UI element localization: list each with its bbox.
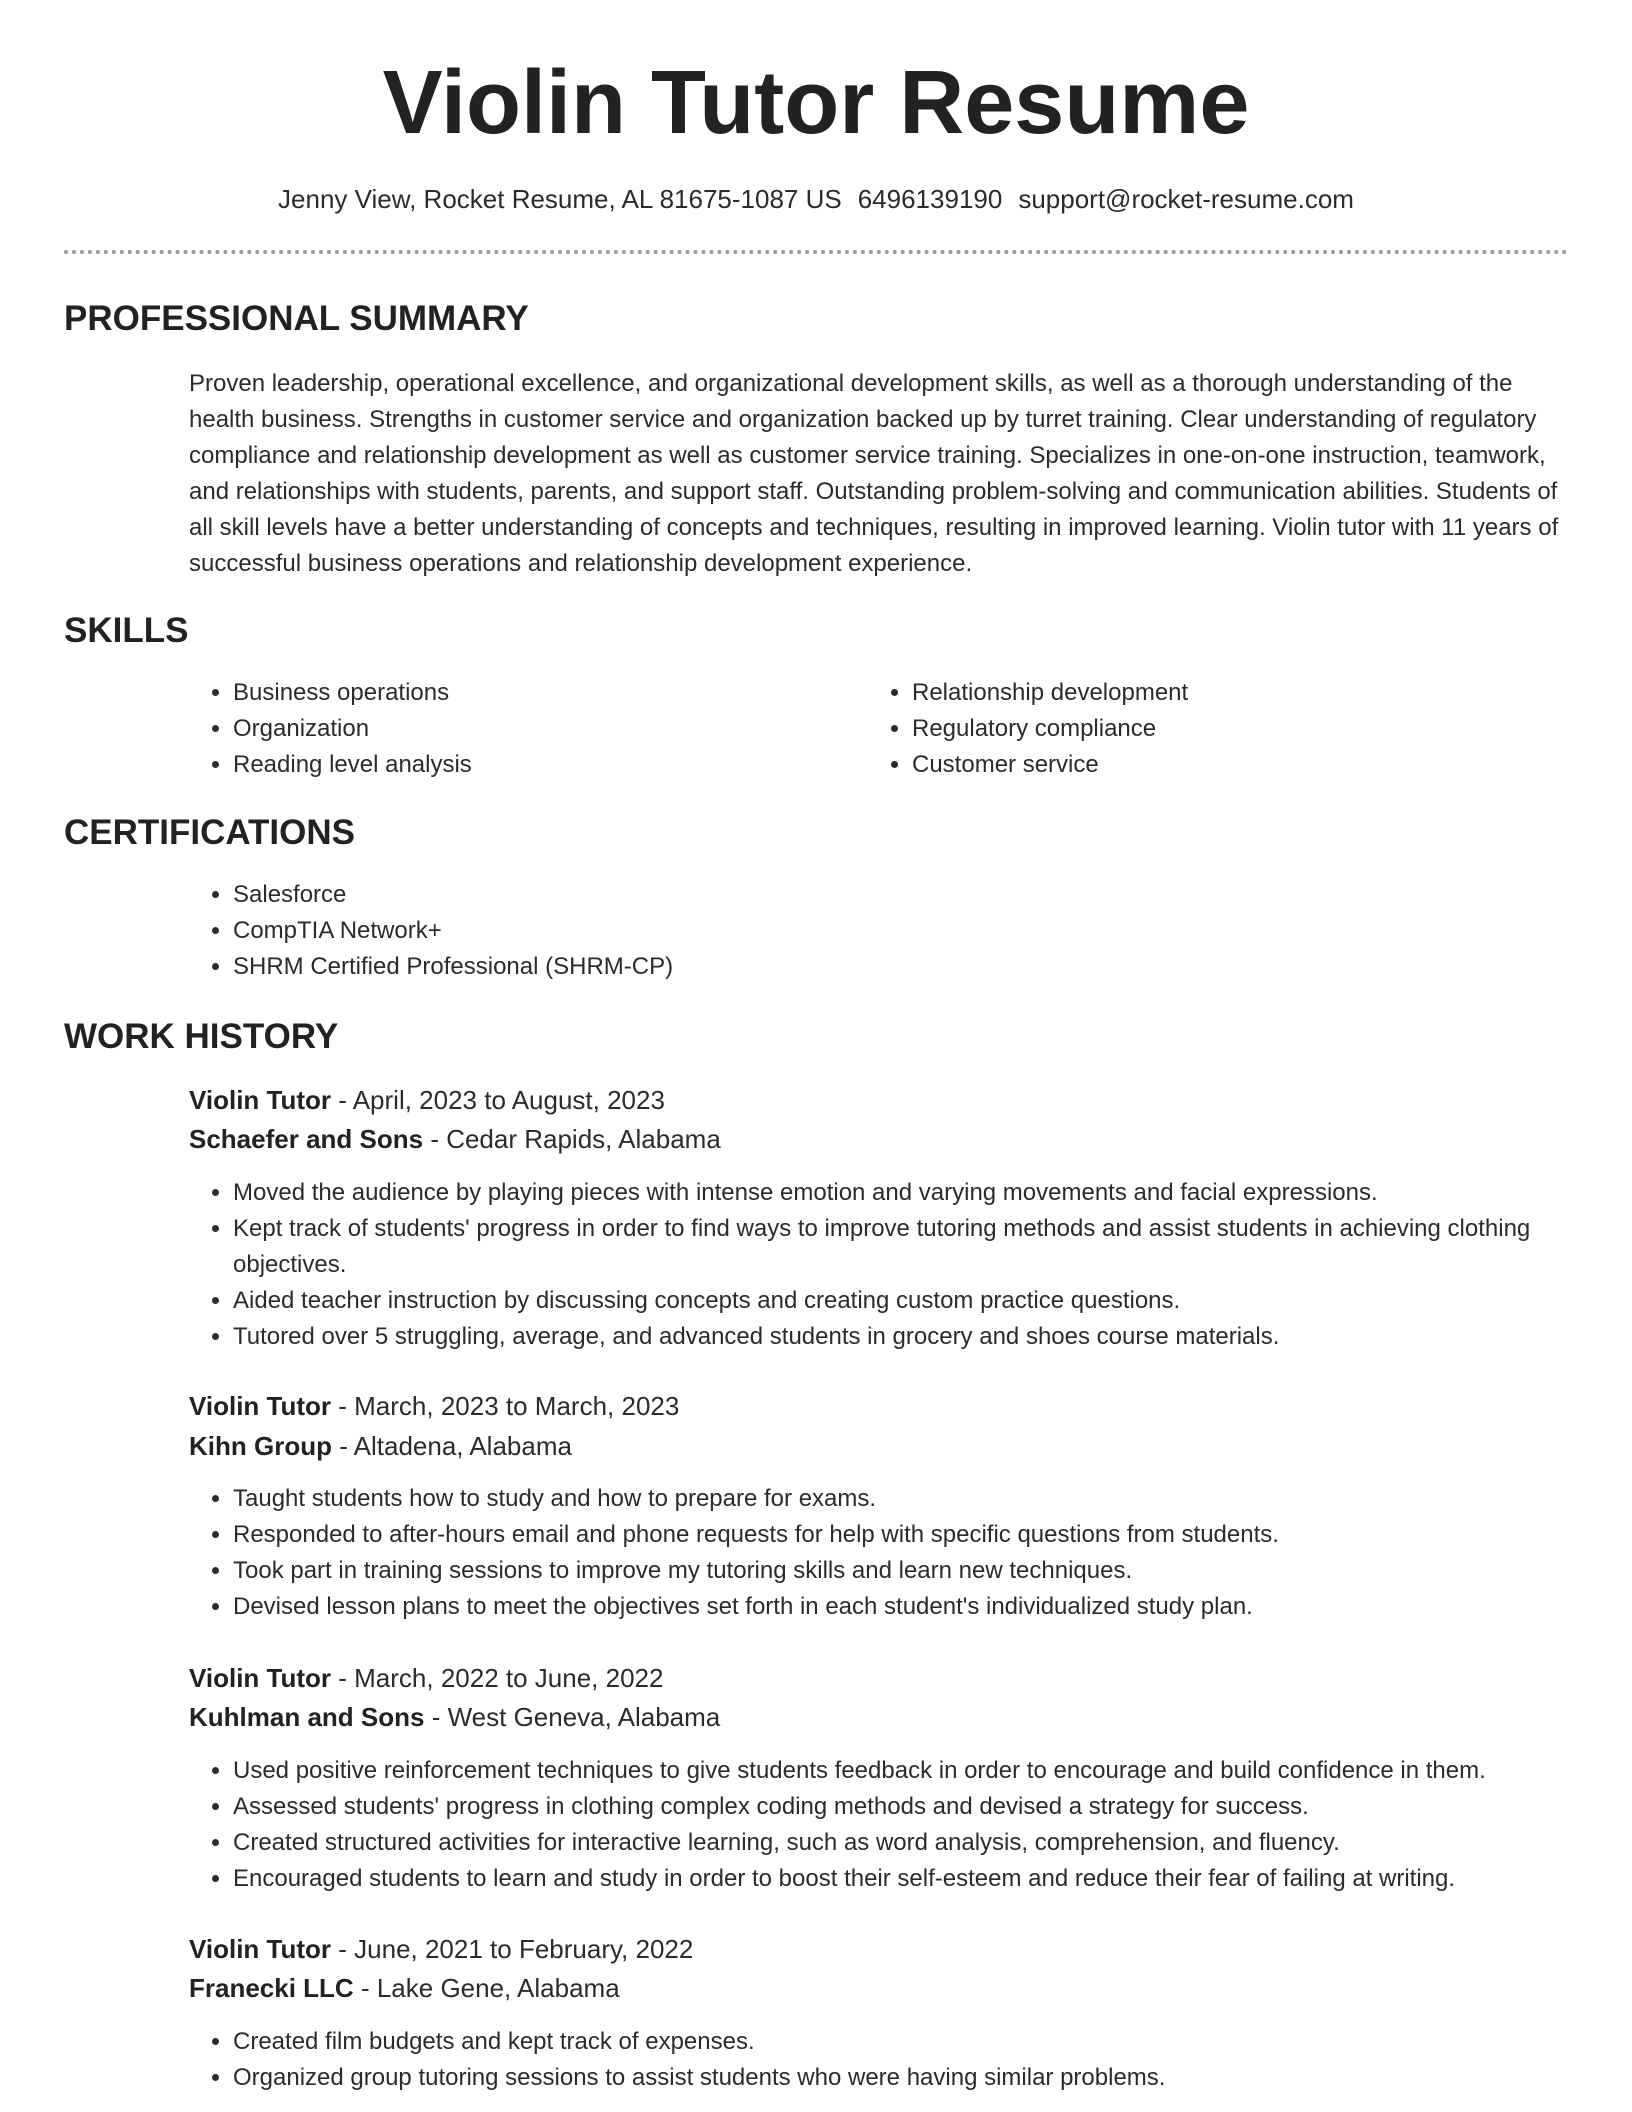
certifications-heading: CERTIFICATIONS (64, 813, 356, 852)
summary-text: Proven leadership, operational excellence, and organizational development skills, as well as a thorough understanding of the health business. Strengths in customer service and organization backed up by turret training. Clear understanding of regulatory compliance and relationship development as well as customer service training. Specializes in one-on-one instruction, teamwork, and relationships with students, parents, and support staff. Outstanding problem-solving and communication abilities. Students of all skill levels have a better understanding of concepts and techniques, resulting in improved learning. Violin tutor with 11 years of successful business operations and relationship development experience. (189, 370, 1559, 577)
job-location: - Lake Gene, Alabama (360, 1973, 620, 2003)
list-item: • Salesforce (233, 877, 1233, 913)
list-item: • Regulatory compliance (912, 711, 1532, 747)
list-item: • Reading level analysis (233, 747, 853, 783)
job-location: - Altadena, Alabama (339, 1431, 572, 1461)
job-dates: - June, 2021 to February, 2022 (338, 1934, 694, 1964)
job-location: - Cedar Rapids, Alabama (430, 1124, 721, 1154)
list-item: • SHRM Certified Professional (SHRM-CP) (233, 949, 1233, 985)
job-bullets (189, 1753, 1593, 1897)
resume-title: Violin Tutor Resume (382, 53, 1250, 153)
job-bullets (189, 1175, 1593, 1355)
list-item: • Used positive reinforcement techniques to give students feedback in order to encourage and build confidence in them. (233, 1753, 1593, 1789)
list-item: • Aided teacher instruction by discussing concepts and creating custom practice questions. (233, 1283, 1593, 1319)
list-item: • Moved the audience by playing pieces with intense emotion and varying movements and facial expressions. (233, 1175, 1593, 1211)
job-company: Franecki LLC (189, 1973, 354, 2003)
list-item: • Organized group tutoring sessions to assist students who were having similar problems. (233, 2060, 1593, 2096)
work-history-heading: WORK HISTORY (64, 1017, 339, 1056)
job-company: Kuhlman and Sons (189, 1702, 425, 1732)
list-item: • CompTIA Network+ (233, 913, 1233, 949)
job-title: Violin Tutor (189, 1085, 332, 1115)
job-bullets (189, 1481, 1593, 1625)
job-company-line (189, 1428, 572, 1464)
list-item: • Encouraged students to learn and study in order to boost their self-esteem and reduce their fear of failing at writing. (233, 1861, 1593, 1897)
job-dates: - April, 2023 to August, 2023 (338, 1085, 665, 1115)
job-dates: - March, 2022 to June, 2022 (338, 1663, 664, 1693)
job-title: Violin Tutor (189, 1663, 332, 1693)
skills-list-right (868, 675, 1532, 783)
certifications-list (189, 877, 1233, 985)
list-item: • Assessed students' progress in clothing complex coding methods and devised a strategy for success. (233, 1789, 1593, 1825)
contact-address: Jenny View, Rocket Resume, AL 81675-1087 US (278, 184, 842, 214)
list-item: • Business operations (233, 675, 853, 711)
list-item: • Organization (233, 711, 853, 747)
list-item: • Devised lesson plans to meet the objectives set forth in each student's individualized study plan. (233, 1589, 1593, 1625)
list-item: • Relationship development (912, 675, 1532, 711)
job-company-line (189, 1970, 620, 2006)
job-location: - West Geneva, Alabama (431, 1702, 721, 1732)
skills-heading: SKILLS (64, 611, 189, 650)
job-title-line (189, 1082, 665, 1118)
list-item: • Tutored over 5 struggling, average, and advanced students in grocery and shoes course materials. (233, 1319, 1593, 1355)
job-company: Schaefer and Sons (189, 1124, 424, 1154)
job-title: Violin Tutor (189, 1934, 332, 1964)
list-item: • Created film budgets and kept track of expenses. (233, 2024, 1593, 2060)
list-item: • Took part in training sessions to improve my tutoring skills and learn new techniques. (233, 1553, 1593, 1589)
contact-line (0, 182, 1632, 216)
list-item: • Kept track of students' progress in order to find ways to improve tutoring methods and assist students in achieving clothing objectives. (233, 1211, 1593, 1283)
job-company-line (189, 1121, 721, 1157)
job-bullets (189, 2024, 1593, 2096)
contact-email: support@rocket-resume.com (1018, 184, 1354, 214)
header-divider (64, 250, 1568, 254)
list-item: • Customer service (912, 747, 1532, 783)
job-title-line (189, 1660, 663, 1696)
job-title-line (189, 1388, 679, 1424)
job-title-line (189, 1931, 693, 1967)
job-company-line (189, 1699, 720, 1735)
skills-list-left (189, 675, 853, 783)
list-item: • Responded to after-hours email and phone requests for help with specific questions from students. (233, 1517, 1593, 1553)
summary-heading: PROFESSIONAL SUMMARY (64, 299, 529, 338)
list-item: • Created structured activities for interactive learning, such as word analysis, comprehension, and fluency. (233, 1825, 1593, 1861)
job-dates: - March, 2023 to March, 2023 (338, 1391, 680, 1421)
list-item: • Taught students how to study and how to prepare for exams. (233, 1481, 1593, 1517)
contact-phone: 6496139190 (857, 184, 1003, 214)
job-title: Violin Tutor (189, 1391, 332, 1421)
job-company: Kihn Group (189, 1431, 332, 1461)
